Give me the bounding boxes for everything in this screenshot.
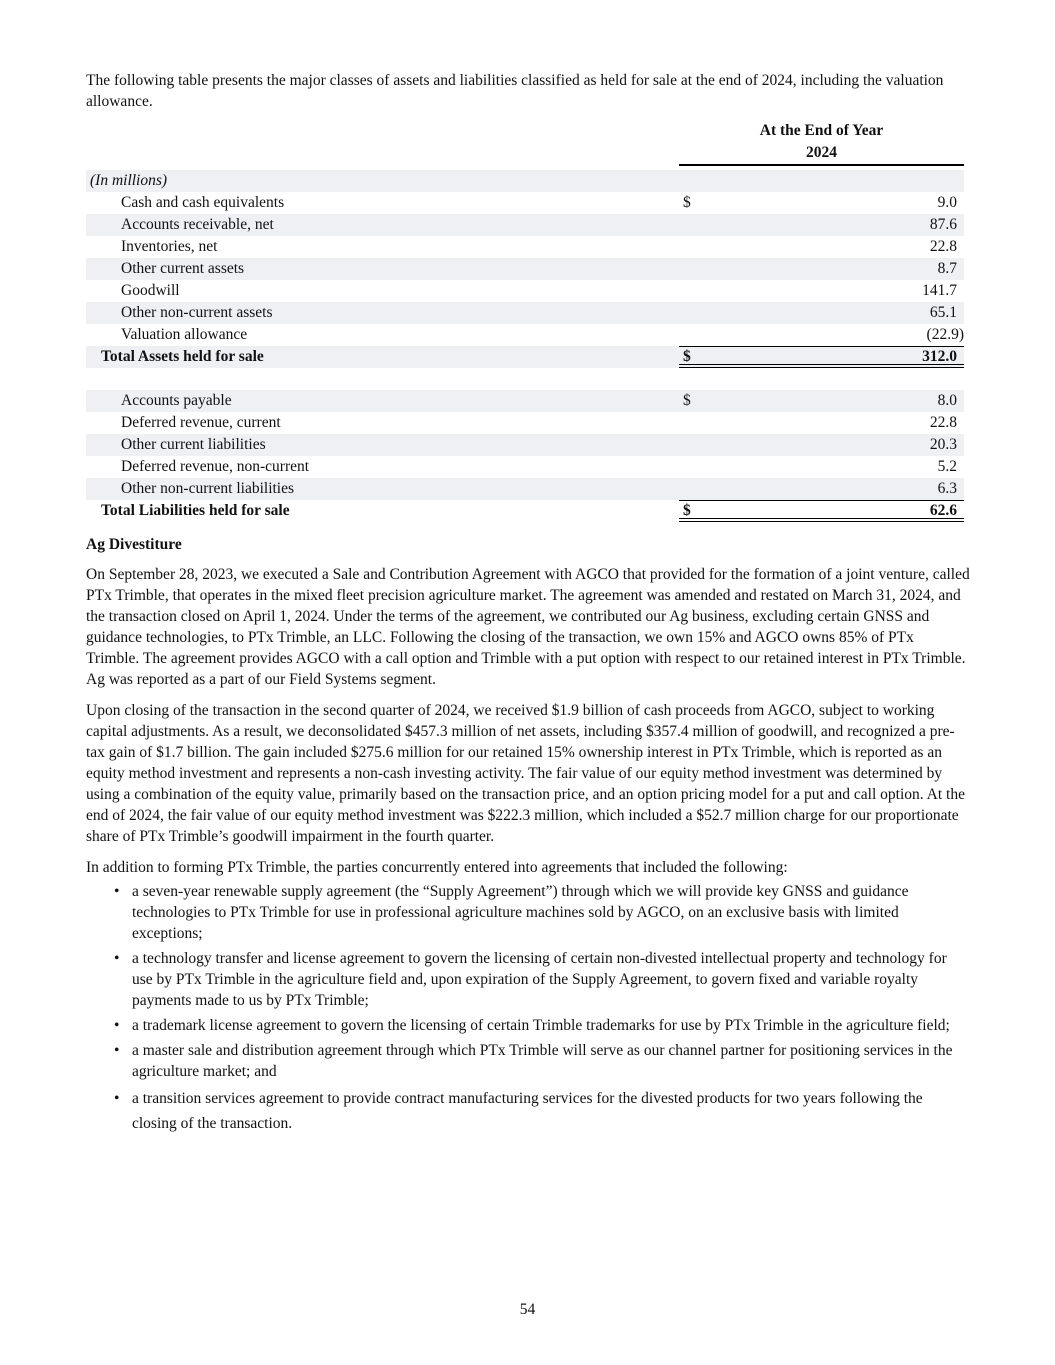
total-value: 312.0: [922, 348, 957, 365]
total-value: 62.6: [929, 502, 957, 519]
list-item-text: a seven-year renewable supply agreement (the “Supply Agreement”) through which we will provide key GNSS and guidance technologies to PTx Trimble for use in professional agriculture machines sold by AGCO, on an exclusive basis with limited exceptions;: [132, 883, 909, 942]
bullet-glyph: •: [114, 1017, 120, 1034]
list-item: [86, 1015, 970, 1036]
assets-total-row: [86, 346, 964, 368]
table-row: [86, 302, 964, 324]
row-label: Inventories, net: [121, 238, 218, 255]
row-label: Other non-current assets: [121, 304, 273, 321]
currency-symbol: $: [683, 194, 691, 211]
row-label: Accounts payable: [121, 392, 232, 409]
document-page: [86, 70, 970, 1140]
list-item: [86, 1040, 970, 1082]
row-value: 22.8: [929, 238, 957, 255]
unit-row: [86, 170, 964, 192]
paragraph: Upon closing of the transaction in the second quarter of 2024, we received $1.9 billion of cash proceeds from AGCO, subject to working capital adjustments. As a result, we deconsolidated $457.3 million of net assets, including $357.4 million of goodwill, and recognized a pre-tax gain of $1.7 billion. The gain included $275.6 million for our retained 15% ownership interest in PTx Trimble, which is reported as an equity method investment and represents a non-cash investing activity. The fair value of our equity method investment was determined by using a combination of the equity value, primarily based on the transaction price, and an option pricing model for a put and call option. At the end of 2024, the fair value of our equity method investment was $222.3 million, which included a $52.7 million charge for our proportionate share of PTx Trimble’s goodwill impairment in the fourth quarter.: [86, 702, 965, 845]
row-value: 65.1: [929, 304, 957, 321]
liabilities-rows: [86, 390, 964, 500]
assets-rows: [86, 192, 964, 346]
liabilities-total-row: [86, 500, 964, 522]
column-header-year: 2024: [806, 144, 837, 161]
row-value: 8.0: [937, 392, 957, 409]
list-item: [86, 948, 970, 1011]
row-label: Deferred revenue, current: [121, 414, 281, 431]
column-header-line1: At the End of Year: [759, 122, 884, 139]
table-header: [86, 120, 964, 170]
currency-symbol: $: [683, 502, 691, 519]
row-value: 9.0: [937, 194, 957, 211]
bullet-glyph: •: [114, 1090, 120, 1107]
table-row: [86, 236, 964, 258]
list-item-text: a master sale and distribution agreement through which PTx Trimble will serve as our channel partner for positioning services in the agriculture market; and: [132, 1042, 953, 1080]
total-label: Total Liabilities held for sale: [101, 502, 290, 519]
table-row: [86, 412, 964, 434]
column-header: [679, 120, 964, 166]
row-label: Other current liabilities: [121, 436, 266, 453]
bullet-glyph: •: [114, 883, 120, 900]
row-label: Other non-current liabilities: [121, 480, 295, 497]
table-row: [86, 258, 964, 280]
section-heading: Ag Divestiture: [86, 536, 182, 553]
bullet-glyph: •: [114, 1042, 120, 1059]
list-item: [86, 1086, 970, 1136]
row-value: 141.7: [922, 282, 957, 299]
row-label: Valuation allowance: [121, 326, 248, 343]
row-label: Deferred revenue, non-current: [121, 458, 310, 475]
list-item-text: a technology transfer and license agreement to govern the licensing of certain non-divested intellectual property and technology for use by PTx Trimble in the agriculture field and, upon expiration of the Supply Agreement, to govern fixed and variable royalty payments made to us by PTx Trimble;: [132, 950, 947, 1009]
table-row: [86, 324, 964, 346]
list-item: [86, 881, 970, 944]
paragraph: In addition to forming PTx Trimble, the parties concurrently entered into agreements that included the following:: [86, 859, 788, 876]
list-item-text: a trademark license agreement to govern the licensing of certain Trimble trademarks for use by PTx Trimble in the agriculture field;: [132, 1017, 950, 1034]
held-for-sale-table: [86, 120, 964, 522]
currency-symbol: $: [683, 348, 691, 365]
list-item-text: a transition services agreement to provide contract manufacturing services for the divested products for two years following the closing of the transaction.: [132, 1090, 923, 1132]
intro-paragraph: The following table presents the major classes of assets and liabilities classified as held for sale at the end of 2024, including the valuation allowance.: [86, 72, 944, 110]
table-row: [86, 280, 964, 302]
table-row: [86, 390, 964, 412]
row-value: (22.9): [926, 326, 964, 343]
row-value: 6.3: [937, 480, 957, 497]
table-row: [86, 456, 964, 478]
paragraph: On September 28, 2023, we executed a Sale and Contribution Agreement with AGCO that provided for the formation of a joint venture, called PTx Trimble, that operates in the mixed fleet precision agriculture market. The agreement was amended and restated on March 31, 2024, and the transaction closed on April 1, 2024. Under the terms of the agreement, we contributed our Ag business, excluding certain GNSS and guidance technologies, to PTx Trimble, an LLC. Following the closing of the transaction, we own 15% and AGCO owns 85% of PTx Trimble. The agreement provides AGCO with a call option and Trimble with a put option with respect to our retained interest in PTx Trimble. Ag was reported as a part of our Field Systems segment.: [86, 566, 970, 688]
row-value: 5.2: [937, 458, 957, 475]
row-label: Goodwill: [121, 282, 180, 299]
row-label: Other current assets: [121, 260, 245, 277]
table-row: [86, 434, 964, 456]
row-value: 87.6: [929, 216, 957, 233]
total-label: Total Assets held for sale: [101, 348, 264, 365]
agreements-list: [86, 881, 970, 1136]
unit-label: (In millions): [90, 172, 168, 189]
table-spacer: [86, 368, 964, 390]
row-value: 8.7: [937, 260, 957, 277]
table-row: [86, 192, 964, 214]
row-value: 20.3: [929, 436, 957, 453]
currency-symbol: $: [683, 392, 691, 409]
row-value: 22.8: [929, 414, 957, 431]
bullet-glyph: •: [114, 950, 120, 967]
table-row: [86, 214, 964, 236]
table-row: [86, 478, 964, 500]
row-label: Accounts receivable, net: [121, 216, 274, 233]
page-number: 54: [519, 1301, 536, 1318]
row-label: Cash and cash equivalents: [121, 194, 285, 211]
